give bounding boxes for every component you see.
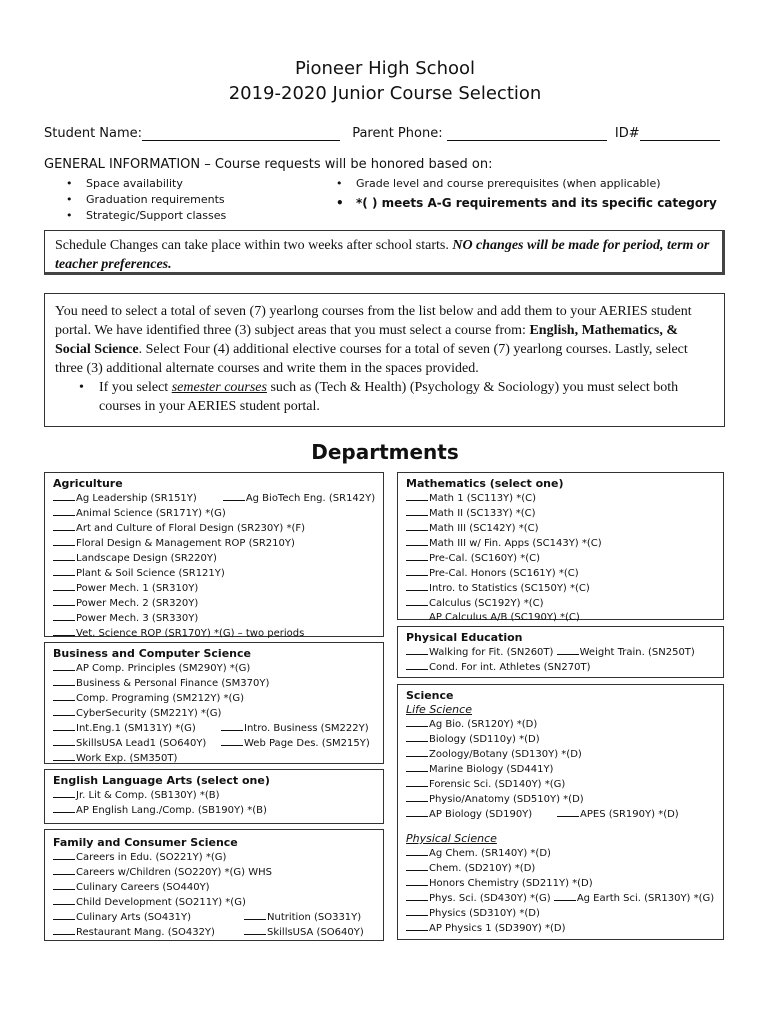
english-box	[44, 769, 384, 824]
bullet-item: • Strategic/Support classes	[60, 208, 320, 224]
course-blank[interactable]	[406, 581, 428, 591]
course-blank[interactable]	[53, 691, 75, 701]
course-row: Zoology/Botany (SD130Y) *(D)	[406, 747, 715, 762]
course-row: Restaurant Mang. (SO432Y) SkillsUSA (SO640Y)	[53, 925, 375, 940]
bullet-item-ag-note: • *( ) meets A-G requirements and its specific category	[330, 192, 730, 214]
course-blank[interactable]	[53, 736, 75, 746]
instructions-text: You need to select a total of seven (7) yearlong courses from the list below and add them to your AERIES student portal. We have identified three (3) subject areas that you must select a course from:	[55, 304, 692, 338]
id-field[interactable]	[640, 126, 720, 141]
semester-courses-term: semester courses	[171, 380, 267, 395]
course-blank[interactable]	[406, 807, 428, 817]
departments-title: Departments	[311, 440, 459, 464]
course-row: Honors Chemistry (SD211Y) *(D)	[406, 876, 715, 891]
notice-emphasis: NO changes will be made for period, term or teacher preferences.	[55, 238, 710, 272]
general-info-heading: GENERAL INFORMATION – Course requests will be honored based on:	[44, 157, 493, 172]
course-blank[interactable]	[53, 706, 75, 716]
course-row: Physics (SD310Y) *(D)	[406, 906, 715, 921]
course-blank[interactable]	[406, 551, 428, 561]
course-row: Phys. Sci. (SD430Y) *(G) Ag Earth Sci. (SR130Y) *(G)	[406, 891, 715, 906]
course-row: Power Mech. 1 (SR310Y)	[53, 581, 375, 596]
course-row: Intro. to Statistics (SC150Y) *(C)	[406, 581, 715, 596]
course-blank[interactable]	[406, 596, 428, 606]
course-blank[interactable]	[223, 491, 245, 501]
instructions-box	[44, 293, 725, 427]
course-row: Careers w/Children (SO220Y) *(G) WHS	[53, 865, 375, 880]
general-right-bullets	[330, 176, 730, 214]
course-row: AP Biology (SD190Y) APES (SR190Y) *(D)	[406, 807, 715, 822]
course-blank[interactable]	[406, 521, 428, 531]
english-heading: English Language Arts (select one)	[53, 774, 270, 787]
course-row: Forensic Sci. (SD140Y) *(G)	[406, 777, 715, 792]
course-row: Art and Culture of Floral Design (SR230Y) *(F)	[53, 521, 375, 536]
general-left-bullets	[60, 176, 320, 224]
mathematics-box	[397, 472, 724, 623]
family-consumer-box	[44, 829, 384, 941]
course-row: Floral Design & Management ROP (SR210Y)	[53, 536, 375, 551]
course-row: Math III w/ Fin. Apps (SC143Y) *(C)	[406, 536, 715, 551]
course-row: Walking for Fit. (SN260T) Weight Train. (SN250T)	[406, 645, 715, 660]
course-blank[interactable]	[53, 850, 75, 860]
course-row: AP Comp. Principles (SM290Y) *(G)	[53, 661, 375, 676]
course-row: Culinary Careers (SO440Y)	[53, 880, 375, 895]
course-blank[interactable]	[53, 661, 75, 671]
bullet-item: • Graduation requirements	[60, 192, 320, 208]
course-blank[interactable]	[406, 891, 428, 901]
course-blank[interactable]	[53, 536, 75, 546]
course-row: Jr. Lit & Comp. (SB130Y) *(B)	[53, 788, 375, 803]
course-row: Work Exp. (SM350T)	[53, 751, 375, 766]
course-row: Power Mech. 2 (SR320Y)	[53, 596, 375, 611]
physical-education-box	[397, 626, 724, 678]
course-row: Ag Bio. (SR120Y) *(D)	[406, 717, 715, 732]
student-name-field[interactable]	[142, 126, 340, 141]
business-heading: Business and Computer Science	[53, 647, 251, 660]
course-blank[interactable]	[406, 645, 428, 655]
course-row: Math III (SC142Y) *(C)	[406, 521, 715, 536]
course-blank[interactable]	[53, 581, 75, 591]
parent-phone-field[interactable]	[447, 126, 607, 141]
bullet-item: • Grade level and course prerequisites (when applicable)	[330, 176, 730, 192]
course-row: Physio/Anatomy (SD510Y) *(D)	[406, 792, 715, 807]
course-blank[interactable]	[53, 551, 75, 561]
course-row: Calculus (SC192Y) *(C)	[406, 596, 715, 611]
course-row: Vet. Science ROP (SR170Y) *(G) – two periods	[53, 626, 375, 641]
course-row: Animal Science (SR171Y) *(G)	[53, 506, 375, 521]
course-row: Power Mech. 3 (SR330Y)	[53, 611, 375, 626]
course-row: Landscape Design (SR220Y)	[53, 551, 375, 566]
course-row: Math II (SC133Y) *(C)	[406, 506, 715, 521]
course-row: Culinary Arts (SO431Y) Nutrition (SO331Y)	[53, 910, 375, 925]
course-blank[interactable]	[406, 660, 428, 670]
course-blank[interactable]	[406, 747, 428, 757]
course-blank[interactable]	[406, 861, 428, 871]
course-blank[interactable]	[406, 491, 428, 501]
course-blank[interactable]	[53, 865, 75, 875]
course-row: CyberSecurity (SM221Y) *(G)	[53, 706, 375, 721]
course-blank[interactable]	[557, 645, 579, 655]
parent-phone-label: Parent Phone:	[352, 126, 443, 141]
physical-education-heading: Physical Education	[406, 631, 523, 644]
course-blank[interactable]	[406, 906, 428, 916]
course-blank[interactable]	[53, 751, 75, 761]
course-blank[interactable]	[406, 536, 428, 546]
semester-note: • If you select semester courses such as (Tech & Health) (Psychology & Sociology) you must select both courses in your AERIES student portal.	[79, 380, 679, 414]
required-subjects: English, Mathematics, & Social Science	[55, 323, 679, 357]
bullet-item: • Space availability	[60, 176, 320, 192]
course-row: Pre-Cal. (SC160Y) *(C)	[406, 551, 715, 566]
course-blank[interactable]	[221, 736, 243, 746]
course-row: Comp. Programing (SM212Y) *(G)	[53, 691, 375, 706]
course-blank[interactable]	[406, 792, 428, 802]
course-row: Child Development (SO211Y) *(G)	[53, 895, 375, 910]
course-row: AP Calculus A/B (SC190Y) *(C)	[429, 612, 580, 623]
course-row: Marine Biology (SD441Y)	[406, 762, 715, 777]
course-blank[interactable]	[53, 803, 75, 813]
course-row: Biology (SD110y) *(D)	[406, 732, 715, 747]
course-blank[interactable]	[53, 491, 75, 501]
course-blank[interactable]	[53, 566, 75, 576]
agriculture-heading: Agriculture	[53, 477, 123, 490]
course-blank[interactable]	[406, 876, 428, 886]
course-row: SkillsUSA Lead1 (SO640Y) Web Page Des. (SM215Y)	[53, 736, 375, 751]
course-blank[interactable]	[53, 788, 75, 798]
business-box	[44, 642, 384, 764]
id-label: ID#	[614, 126, 640, 141]
course-blank[interactable]	[53, 895, 75, 905]
course-blank[interactable]	[406, 732, 428, 742]
course-blank[interactable]	[406, 506, 428, 516]
course-blank[interactable]	[53, 521, 75, 531]
course-blank[interactable]	[557, 807, 579, 817]
course-row: Cond. For int. Athletes (SN270T)	[406, 660, 715, 675]
page-title: 2019-2020 Junior Course Selection	[228, 83, 542, 104]
course-blank[interactable]	[406, 777, 428, 787]
course-row: Math 1 (SC113Y) *(C)	[406, 491, 715, 506]
agriculture-box	[44, 472, 384, 637]
course-blank[interactable]	[53, 611, 75, 621]
school-name: Pioneer High School	[295, 58, 475, 79]
course-blank[interactable]	[406, 717, 428, 727]
course-blank[interactable]	[221, 721, 243, 731]
course-row: Ag Leadership (SR151Y) Ag BioTech Eng. (SR142Y)	[53, 491, 375, 506]
course-row: Pre-Cal. Honors (SC161Y) *(C)	[406, 566, 715, 581]
family-consumer-heading: Family and Consumer Science	[53, 836, 238, 849]
course-blank[interactable]	[53, 596, 75, 606]
course-blank[interactable]	[406, 921, 428, 931]
course-blank[interactable]	[53, 506, 75, 516]
course-blank[interactable]	[53, 721, 75, 731]
science-heading: Science	[406, 689, 454, 702]
student-name-label: Student Name:	[44, 126, 143, 141]
student-info-row	[44, 126, 734, 141]
mathematics-heading: Mathematics (select one)	[406, 477, 564, 490]
course-blank[interactable]	[244, 910, 266, 920]
life-science-label: Life Science	[406, 703, 472, 716]
course-row: Ag Chem. (SR140Y) *(D)	[406, 846, 715, 861]
course-blank[interactable]	[53, 925, 75, 935]
course-row: AP Physics 1 (SD390Y) *(D)	[406, 921, 715, 936]
course-row: Business & Personal Finance (SM370Y)	[53, 676, 375, 691]
course-blank[interactable]	[554, 891, 576, 901]
course-blank[interactable]	[53, 910, 75, 920]
physical-science-label: Physical Science	[406, 832, 497, 845]
course-row: Careers in Edu. (SO221Y) *(G)	[53, 850, 375, 865]
course-blank[interactable]	[406, 846, 428, 856]
notice-text: Schedule Changes can take place within two weeks after school starts.	[55, 238, 453, 253]
course-row: AP English Lang./Comp. (SB190Y) *(B)	[53, 803, 375, 818]
course-blank[interactable]	[53, 676, 75, 686]
course-blank[interactable]	[244, 925, 266, 935]
course-blank[interactable]	[406, 762, 428, 772]
course-blank[interactable]	[406, 566, 428, 576]
course-blank[interactable]	[53, 626, 75, 636]
science-box	[397, 684, 724, 940]
course-blank[interactable]	[53, 880, 75, 890]
course-row: Chem. (SD210Y) *(D)	[406, 861, 715, 876]
course-row: Int.Eng.1 (SM131Y) *(G) Intro. Business (SM222Y)	[53, 721, 375, 736]
schedule-changes-notice	[44, 230, 725, 275]
instructions-rest: . Select Four (4) additional elective courses for a total of seven (7) yearlong courses. Lastly, select three (3) additional alternate courses and write them in the spaces provided.	[55, 342, 688, 376]
course-row: Plant & Soil Science (SR121Y)	[53, 566, 375, 581]
